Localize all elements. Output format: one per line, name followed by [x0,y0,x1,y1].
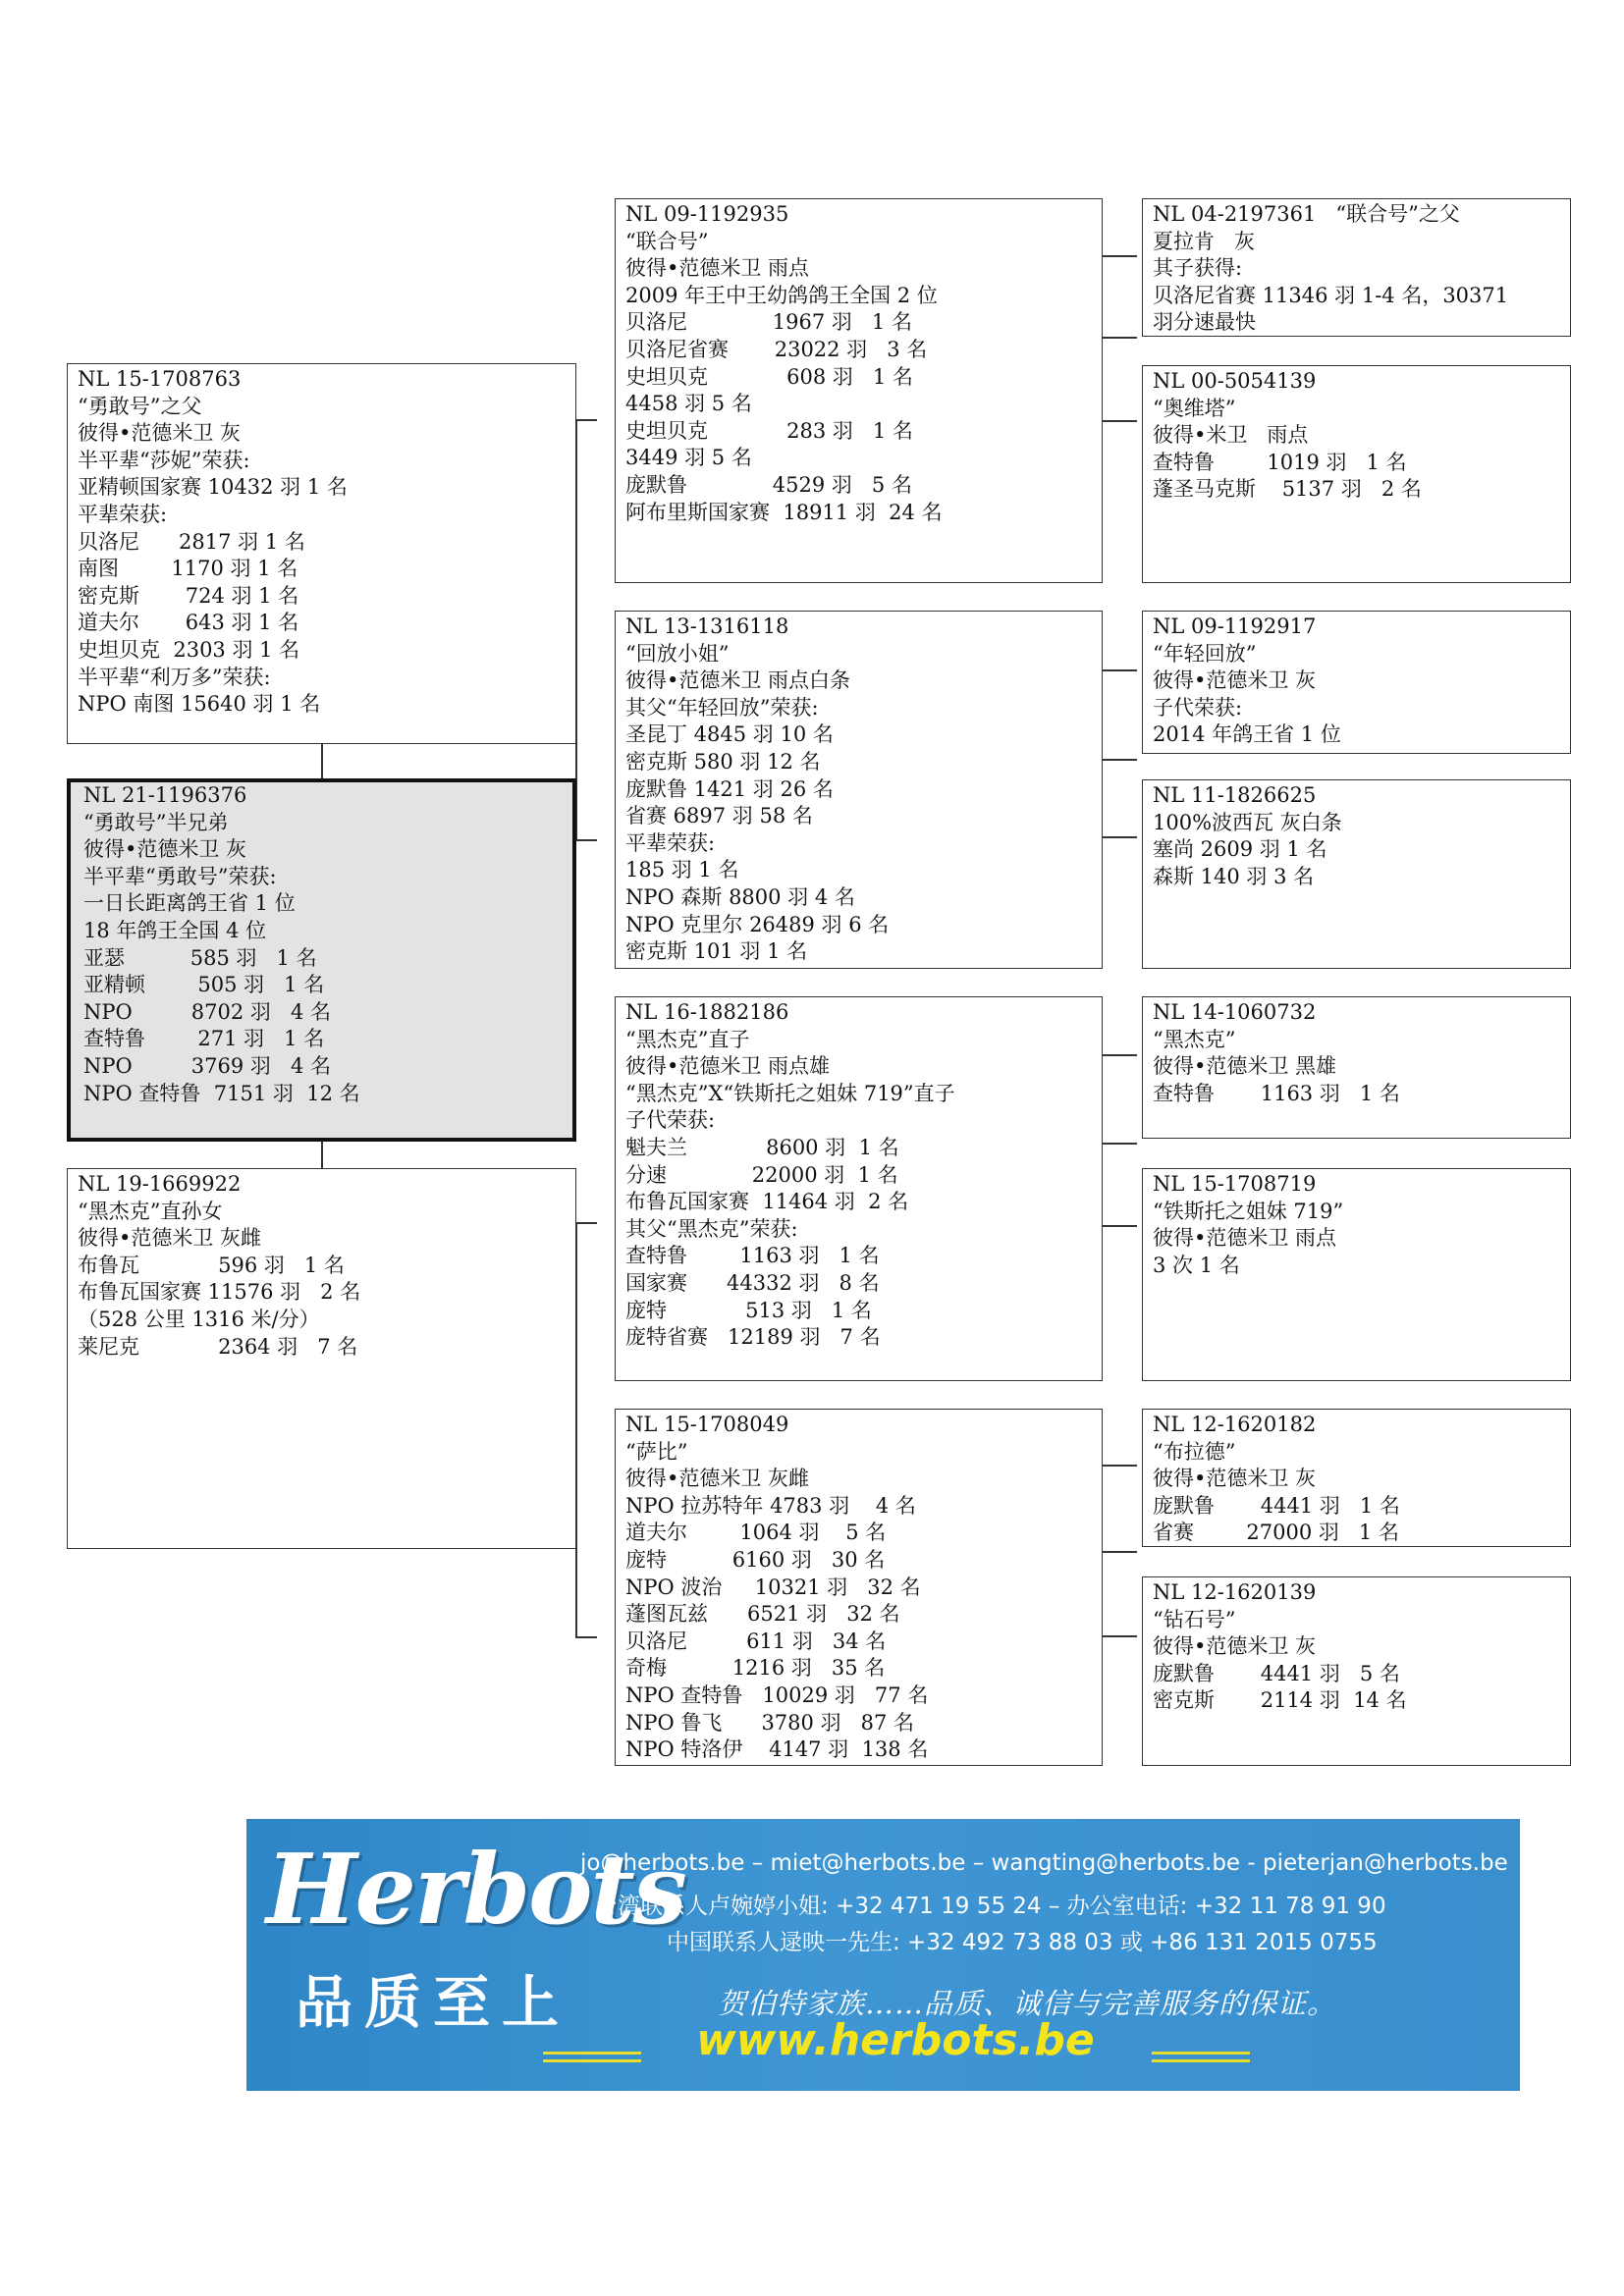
pedigree-line: NL 15-1708719 [1153,1172,1317,1196]
connector-ss-h [1101,337,1137,339]
pedigree-line: 布鲁瓦国家赛 11464 羽 2 名 [625,1190,909,1214]
pedigree-line: 道夫尔 643 羽 1 名 [78,611,299,635]
banner-website-link[interactable]: www.herbots.be [696,2015,1095,2065]
pedigree-line: 平辈荣获: [78,502,168,526]
pedigree-line: “黑杰克” [1153,1027,1236,1051]
pedigree-line: 彼得•范德米卫 灰雌 [625,1467,810,1491]
pedigree-line: 彼得•范德米卫 灰 [1153,1634,1317,1659]
pedigree-line: 蓬图瓦兹 6521 羽 32 名 [625,1602,900,1627]
pedigree-line: 圣昆丁 4845 羽 10 名 [625,722,834,747]
herbots-banner [246,1819,1520,2091]
pedigree-line: 密克斯 724 羽 1 名 [78,583,299,608]
pedigree-line: 羽分速最快 [1153,310,1256,335]
ss-dam-box [1142,365,1571,583]
pedigree-line: “奥维塔” [1153,396,1236,420]
pedigree-line: NL 00-5054139 [1153,369,1317,393]
connector-ss-bot [1101,420,1137,422]
pedigree-line: 3449 羽 5 名 [625,446,752,470]
pedigree-line: 密克斯 2114 羽 14 名 [1153,1688,1407,1713]
pedigree-line: 分速 22000 羽 1 名 [625,1162,898,1187]
pedigree-line: 亚精顿 505 羽 1 名 [83,973,325,997]
pedigree-line: 彼得•米卫 雨点 [1153,423,1309,448]
pedigree-line: “联合号” [625,229,709,253]
pedigree-line: 半平辈“利万多”荣获: [78,665,271,689]
pedigree-line: 庞默鲁 4441 羽 1 名 [1153,1493,1400,1518]
connector-sd-top [1101,669,1137,671]
pedigree-line: NL 16-1882186 [625,1000,789,1024]
pedigree-line: （528 公里 1316 米/分） [78,1307,320,1331]
pedigree-line: 亚精顿国家赛 10432 羽 1 名 [78,475,348,500]
pedigree-line: NPO 拉苏特年 4783 羽 4 名 [625,1493,916,1518]
pedigree-line: 庞默鲁 4441 羽 5 名 [1153,1661,1400,1685]
banner-dash-right [1152,2052,1250,2055]
pedigree-line: 彼得•范德米卫 雨点白条 [625,668,851,693]
pedigree-line: 庞特 6160 羽 30 名 [625,1547,886,1572]
pedigree-line: 亚瑟 585 羽 1 名 [83,945,317,970]
pedigree-line: 185 羽 1 名 [625,858,739,882]
dd-dam-box [1142,1576,1571,1766]
pedigree-line: NL 19-1669922 [78,1172,242,1196]
pedigree-line: NL 11-1826625 [1153,783,1317,807]
pedigree-line: 蓬圣马克斯 5137 羽 2 名 [1153,477,1422,502]
pedigree-line: NL 09-1192935 [625,202,789,226]
pedigree-line: NPO 南图 15640 羽 1 名 [78,692,321,717]
pedigree-line: 布鲁瓦国家赛 11576 羽 2 名 [78,1280,361,1305]
pedigree-line: 3 次 1 名 [1153,1253,1240,1277]
pedigree-line: NL 15-1708763 [78,367,242,391]
pedigree-line: NPO 查特鲁 7151 羽 12 名 [83,1081,360,1105]
pedigree-line: 庞默鲁 4529 羽 5 名 [625,472,912,497]
connector-ds-top [1101,1054,1137,1056]
pedigree-line: 贝洛尼 2817 羽 1 名 [78,529,305,554]
pedigree-line: “勇敢号”之父 [78,394,202,418]
pedigree-line: 庞特 513 羽 1 名 [625,1298,872,1322]
pedigree-line: 彼得•范德米卫 灰 [1153,1467,1317,1491]
pedigree-line: 查特鲁 1163 羽 1 名 [1153,1081,1400,1105]
pedigree-line: NPO 鲁飞 3780 羽 87 名 [625,1710,914,1735]
pedigree-line: 贝洛尼 1967 羽 1 名 [625,310,912,335]
connector-dd-h [1101,1551,1137,1553]
pedigree-line: 半平辈“莎妮”荣获: [78,448,250,472]
ds-dam-box [1142,1168,1571,1381]
pedigree-line: 彼得•范德米卫 雨点雄 [625,1054,831,1079]
pedigree-line: 查特鲁 1019 羽 1 名 [1153,450,1407,474]
pedigree-line: 省赛 6897 羽 58 名 [625,804,813,828]
sd-sire-box [1142,611,1571,754]
connector-ss-top [1101,255,1137,257]
pedigree-line: 庞默鲁 1421 羽 26 名 [625,776,834,801]
pedigree-line: 阿布里斯国家赛 18911 羽 24 名 [625,500,943,524]
pedigree-line: 其父“黑杰克”荣获: [625,1216,798,1241]
pedigree-line: “铁斯托之姐妹 719” [1153,1199,1344,1223]
pedigree-line: NL 12-1620139 [1153,1580,1317,1604]
connector-subject-dam [321,1141,323,1168]
connector-sire-dam-branch [575,839,597,841]
pedigree-line: 彼得•范德米卫 灰 [78,421,242,446]
dam-sire-box [615,996,1103,1381]
connector-sire-subject [321,743,323,778]
pedigree-line: 彼得•范德米卫 灰 [1153,668,1317,693]
pedigree-line: 半平辈“勇敢号”荣获: [83,864,277,888]
sire-sire-box [615,198,1103,583]
pedigree-line: 夏拉肯 灰 [1153,229,1256,253]
pedigree-line: 2014 年鸽王省 1 位 [1153,722,1341,747]
sire-box [67,363,576,744]
banner-china-contact: 中国联系人逯映一先生: +32 492 73 88 03 或 +86 131 2015 0755 [667,1930,1378,1955]
pedigree-line: “黑杰克”X“铁斯托之姐妹 719”直子 [625,1081,955,1105]
pedigree-line: “黑杰克”直子 [625,1027,750,1051]
pedigree-line: 平辈荣获: [625,830,716,855]
herbots-logo: Herbots [266,1834,685,1947]
pedigree-line: 彼得•范德米卫 灰雌 [78,1226,262,1251]
pedigree-line: 贝洛尼 611 羽 34 名 [625,1629,887,1653]
pedigree-line: 塞尚 2609 羽 1 名 [1153,837,1327,862]
pedigree-line: NPO 查特鲁 10029 羽 77 名 [625,1682,929,1707]
subject-box [67,778,576,1142]
pedigree-line: 密克斯 101 羽 1 名 [625,939,808,964]
banner-taiwan-contact: 台湾联系人卢婉婷小姐: +32 471 19 55 24 – 办公室电话: +32 11 78 91 90 [595,1894,1386,1919]
pedigree-line: NL 14-1060732 [1153,1000,1317,1024]
pedigree-line: 史坦贝克 283 羽 1 名 [625,418,913,443]
pedigree-line: “萨比” [625,1439,688,1464]
pedigree-line: NL 21-1196376 [83,783,247,807]
pedigree-line: 奇梅 1216 羽 35 名 [625,1656,886,1681]
pedigree-line: 莱尼克 2364 羽 7 名 [78,1334,358,1359]
pedigree-line: NL 09-1192917 [1153,614,1317,638]
banner-emails[interactable]: jo@herbots.be – miet@herbots.be – wangting@herbots.be - pieterjan@herbots.be [580,1850,1508,1876]
sire-dam-box [615,611,1103,969]
pedigree-line: 南图 1170 羽 1 名 [78,557,298,581]
connector-sd-h [1101,759,1137,761]
connector-ds-bot [1101,1225,1137,1227]
pedigree-line: “黑杰克”直孙女 [78,1199,223,1223]
pedigree-line: “钻石号” [1153,1607,1236,1631]
connector-ds-h [1101,1143,1137,1145]
pedigree-line: 一日长距离鸽王省 1 位 [83,891,296,916]
connector-dam-to-parents [575,1222,597,1224]
dd-sire-box [1142,1409,1571,1547]
pedigree-line: NPO 3769 羽 4 名 [83,1053,331,1078]
pedigree-line: NPO 克里尔 26489 羽 6 名 [625,912,890,936]
pedigree-line: NPO 特洛伊 4147 羽 138 名 [625,1737,929,1762]
ds-sire-box [1142,996,1571,1139]
connector-dd-top [1101,1465,1137,1467]
connector-dd-bot [1101,1635,1137,1637]
dam-dam-box [615,1409,1103,1766]
pedigree-line: 子代荣获: [1153,695,1243,720]
pedigree-line: 彼得•范德米卫 灰 [83,837,247,862]
pedigree-line: 彼得•范德米卫 雨点 [1153,1226,1337,1251]
pedigree-line: 子代荣获: [625,1108,716,1133]
pedigree-line: 国家赛 44332 羽 8 名 [625,1270,880,1295]
pedigree-line: 彼得•范德米卫 雨点 [625,256,810,281]
pedigree-line: 其父“年轻回放”荣获: [625,695,819,720]
dam-box [67,1168,576,1549]
banner-tagline: 贺伯特家族……品质、诚信与完善服务的保证。 [718,1987,1337,2020]
pedigree-line: NPO 森斯 8800 羽 4 名 [625,884,855,909]
pedigree-line: “布拉德” [1153,1439,1236,1464]
pedigree-line: 魁夫兰 8600 羽 1 名 [625,1135,899,1159]
pedigree-line: 道夫尔 1064 羽 5 名 [625,1521,887,1545]
connector-dam-dam-branch [575,1636,597,1638]
pedigree-line: NL 12-1620182 [1153,1413,1317,1436]
connector-sire-to-parents [575,419,597,421]
pedigree-line: 史坦贝克 608 羽 1 名 [625,364,913,389]
pedigree-line: NL 04-2197361 “联合号”之父 [1153,202,1460,226]
pedigree-line: NL 13-1316118 [625,614,789,638]
pedigree-line: “勇敢号”半兄弟 [83,810,229,834]
pedigree-line: “回放小姐” [625,641,730,666]
pedigree-line: 省赛 27000 羽 1 名 [1153,1521,1399,1545]
pedigree-line: 贝洛尼省赛 11346 羽 1-4 名，30371 [1153,283,1509,307]
pedigree-line: 查特鲁 271 羽 1 名 [83,1027,325,1051]
pedigree-line: 密克斯 580 羽 12 名 [625,749,821,774]
pedigree-line: 2009 年王中王幼鸽鸽王全国 2 位 [625,283,938,307]
pedigree-line: 4458 羽 5 名 [625,392,752,416]
pedigree-line: 森斯 140 羽 3 名 [1153,864,1315,888]
pedigree-line: 100%波西瓦 灰白条 [1153,810,1342,834]
pedigree-line: 其子获得: [1153,256,1243,281]
ss-sire-box [1142,198,1571,337]
pedigree-line: NPO 波治 10321 羽 32 名 [625,1575,921,1599]
pedigree-line: NL 15-1708049 [625,1413,789,1436]
pedigree-line: “年轻回放” [1153,641,1257,666]
pedigree-line: 18 年鸽王全国 4 位 [83,918,267,942]
banner-dash-left [543,2052,641,2055]
pedigree-line: NPO 8702 羽 4 名 [83,999,331,1024]
pedigree-line: 贝洛尼省赛 23022 羽 3 名 [625,337,928,361]
connector-sd-bot [1101,836,1137,838]
pedigree-line: 布鲁瓦 596 羽 1 名 [78,1253,345,1277]
pedigree-line: 庞特省赛 12189 羽 7 名 [625,1325,881,1350]
sd-dam-box [1142,779,1571,969]
banner-slogan: 品质至上 [296,1969,571,2036]
pedigree-line: 史坦贝克 2303 羽 1 名 [78,637,300,662]
pedigree-line: 彼得•范德米卫 黑雄 [1153,1054,1337,1079]
pedigree-line: 查特鲁 1163 羽 1 名 [625,1244,880,1268]
